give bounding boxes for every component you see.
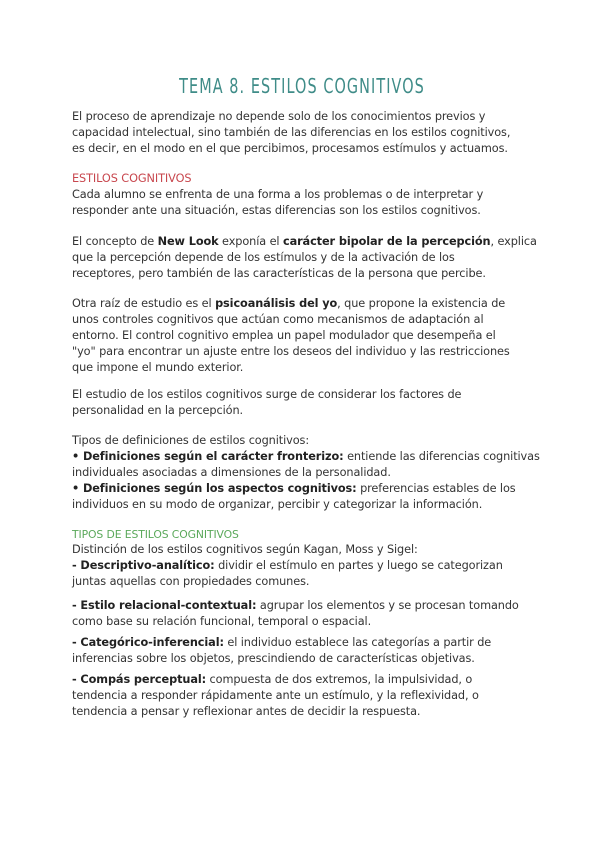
- bold-term: - Descriptivo-analítico:: [72, 559, 215, 572]
- paragraph-line: receptores, pero también de las características de la persona que percibe.: [72, 267, 486, 280]
- paragraph-line: personalidad en la percepción.: [72, 404, 243, 417]
- bold-term: - Estilo relacional-contextual:: [72, 599, 257, 612]
- page-title: TEMA 8. ESTILOS COGNITIVOS: [179, 74, 425, 98]
- list-item: - Descriptivo-analítico: dividir el estímulo en partes y luego se categorizan: [72, 559, 503, 572]
- list-item-line: inferencias sobre los objetos, prescindiendo de características objetivas.: [72, 652, 475, 665]
- paragraph-line: individuales asociadas a dimensiones de la personalidad.: [72, 466, 391, 479]
- bold-term: • Definiciones según el carácter fronterizo:: [72, 450, 344, 463]
- paragraph-line: responder ante una situación, estas diferencias son los estilos cognitivos.: [72, 204, 481, 217]
- list-item: - Estilo relacional-contextual: agrupar los elementos y se procesan tomando: [72, 599, 519, 612]
- paragraph-line: Distinción de los estilos cognitivos según Kagan, Moss y Sigel:: [72, 543, 418, 556]
- list-item-line: juntas aquellas con propiedades comunes.: [72, 575, 310, 588]
- section-heading-tipos: TIPOS DE ESTILOS COGNITIVOS: [72, 528, 239, 541]
- paragraph-psicoanalisis: [72, 296, 532, 376]
- bold-term: New Look: [157, 235, 219, 248]
- list-item-line: como base su relación funcional, temporal o espacial.: [72, 615, 372, 628]
- paragraph-line: Tipos de definiciones de estilos cognitivos:: [72, 434, 310, 447]
- intro-line: El proceso de aprendizaje no depende solo de los conocimientos previos y: [72, 110, 486, 123]
- paragraph-line: individuos en su modo de organizar, percibir y categorizar la información.: [72, 498, 483, 511]
- paragraph-line: "yo" para encontrar un ajuste entre los deseos del individuo y las restricciones: [72, 345, 510, 358]
- list-item: - Compás perceptual: compuesta de dos extremos, la impulsividad, o: [72, 673, 473, 686]
- paragraph-kagan: [72, 542, 532, 590]
- intro-line: capacidad intelectual, sino también de las diferencias en los estilos cognitivos,: [72, 126, 511, 139]
- paragraph-tipos-definiciones: [72, 433, 540, 513]
- paragraph-line: Otra raíz de estudio es el psicoanálisis del yo, que propone la existencia de: [72, 297, 506, 310]
- list-item-categorico: [72, 635, 532, 667]
- paragraph-line: El concepto de New Look exponía el carácter bipolar de la percepción, explica: [72, 235, 537, 248]
- list-item-compas: [72, 672, 532, 720]
- paragraph-alumno: [72, 187, 532, 219]
- bold-term: - Categórico-inferencial:: [72, 636, 224, 649]
- list-item: - Categórico-inferencial: el individuo establece las categorías a partir de: [72, 636, 492, 649]
- intro-paragraph: [72, 109, 532, 157]
- paragraph-personalidad: [72, 387, 532, 419]
- paragraph-line: entorno. El control cognitivo emplea un papel modulador que desempeña el: [72, 329, 496, 342]
- list-item-line: tendencia a pensar y reflexionar antes de decidir la respuesta.: [72, 705, 421, 718]
- bold-term: - Compás perceptual:: [72, 673, 207, 686]
- paragraph-line: Cada alumno se enfrenta de una forma a los problemas o de interpretar y: [72, 188, 484, 201]
- paragraph-new-look: [72, 234, 537, 282]
- bold-term: carácter bipolar de la percepción: [282, 235, 491, 248]
- intro-line: es decir, en el modo en el que percibimos, procesamos estímulos y actuamos.: [72, 142, 508, 155]
- paragraph-line: El estudio de los estilos cognitivos surge de considerar los factores de: [72, 388, 462, 401]
- paragraph-line: que la percepción depende de los estímulos y de la activación de los: [72, 251, 455, 264]
- list-item-relacional: [72, 598, 532, 630]
- paragraph-line: que impone el mundo exterior.: [72, 361, 244, 374]
- list-item-line: tendencia a responder rápidamente ante un estímulo, y la reflexividad, o: [72, 689, 479, 702]
- paragraph-line: • Definiciones según los aspectos cognitivos: preferencias estables de los: [72, 482, 516, 495]
- bold-term: psicoanálisis del yo: [215, 297, 338, 310]
- paragraph-line: unos controles cognitivos que actúan como mecanismos de adaptación al: [72, 313, 484, 326]
- bold-term: • Definiciones según los aspectos cognitivos:: [72, 482, 357, 495]
- section-heading-estilos: ESTILOS COGNITIVOS: [72, 172, 192, 185]
- paragraph-line: • Definiciones según el carácter fronterizo: entiende las diferencias cognitivas: [72, 450, 540, 463]
